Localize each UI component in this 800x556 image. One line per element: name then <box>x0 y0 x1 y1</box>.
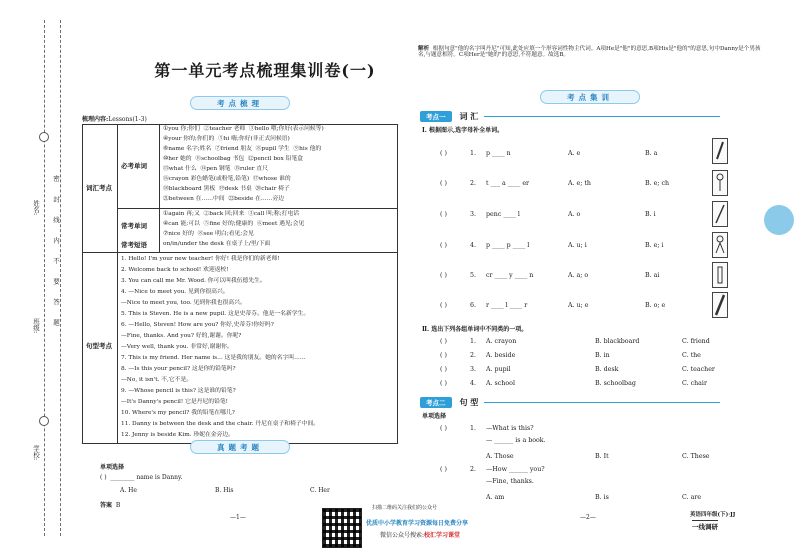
answer-paren[interactable]: ( ) <box>440 211 447 218</box>
question-line: —What is this? <box>486 425 534 432</box>
section-rule <box>484 116 720 117</box>
item-number: 1. <box>470 338 477 345</box>
option-b[interactable]: B. desk <box>595 366 619 373</box>
mc-label: 单项选择 <box>100 464 125 471</box>
category-required: 必考单词 <box>121 162 147 170</box>
required-row: ⑱blackboard 黑板 ⑲desk 书桌 ⑳chair 椅子 <box>163 186 290 192</box>
content-heading <box>82 114 147 123</box>
sentence: 5. This is Steven. He is a new pupil. 这是史蒂芬。他是一名新学生。 <box>121 311 310 317</box>
question-line: —Fine, thanks. <box>486 478 534 485</box>
phrases-row: on/in/under the desk 在桌子上/里/下面 <box>163 241 271 247</box>
answer-paren[interactable]: ( ) <box>440 366 447 373</box>
category-vocab: 词汇考点 <box>86 184 112 192</box>
punch-hole <box>39 416 49 426</box>
option-c[interactable]: C. the <box>682 352 701 359</box>
mc-option-c[interactable]: C. Her <box>310 487 330 494</box>
sentence: 8. —Is this your pencil? 这是你的铅笔吗? <box>121 366 236 372</box>
option-c[interactable]: C. are <box>682 494 702 501</box>
item-number: 4. <box>470 380 477 387</box>
qr-caption: 扫描二维码关注我们的公众号 <box>372 505 438 511</box>
crayon-picture <box>712 262 728 288</box>
sentence: 7. This is my friend. Her name is... 这是我的朋友。她的名字叫…… <box>121 355 306 361</box>
section-sentence-tag: 考点二 <box>420 397 452 408</box>
answer-value: B <box>115 502 121 509</box>
section-vocab-tag: 考点一 <box>420 111 452 122</box>
item-number: 3. <box>470 211 477 218</box>
blank-word: t ___ a ____ er <box>486 180 530 187</box>
answer-paren[interactable]: ( ) <box>100 474 107 481</box>
answer-paren[interactable]: ( ) <box>440 380 447 387</box>
option-a[interactable]: A. school <box>486 380 515 387</box>
option-a[interactable]: A. e; th <box>568 180 591 187</box>
content-value: Lessons(1-3) <box>108 116 147 123</box>
answer-paren[interactable]: ( ) <box>440 150 447 157</box>
required-row: ④your 你的;你们的 ⑤hi 嗨;你好(非正式问候语) <box>163 136 290 142</box>
option-b[interactable]: B. blackboard <box>595 338 640 345</box>
blank-word: p ____ n <box>486 150 511 157</box>
class-label: 班级: <box>32 318 40 334</box>
corner-stamp <box>764 205 794 235</box>
section-vocab-name: 词 汇 <box>459 110 479 121</box>
option-b[interactable]: B. in <box>595 352 610 359</box>
category-phrases: 常考短语 <box>121 241 147 249</box>
teacher-picture <box>712 170 728 196</box>
analysis-label: 解析 <box>418 46 430 52</box>
page-number-left: —1— <box>230 514 246 521</box>
sentence: 11. Danny is between the desk and the chair. 丹尼在桌子和椅子中间。 <box>121 421 320 427</box>
option-a[interactable]: A. o <box>568 211 581 218</box>
mc-title: 单项选择 <box>422 413 447 420</box>
table-divider <box>159 125 160 252</box>
option-b[interactable]: B. is <box>595 494 609 501</box>
option-a[interactable]: A. a; o <box>568 272 589 279</box>
section-sentence-name: 句 型 <box>459 396 479 407</box>
item-number: 2. <box>470 466 477 473</box>
answer-paren[interactable]: ( ) <box>440 302 447 309</box>
sentence: —No, it isn't. 不,它不是。 <box>121 377 193 383</box>
category-sentence: 句型考点 <box>86 342 112 350</box>
item-number: 4. <box>470 242 477 249</box>
option-b[interactable]: B. o; e <box>645 302 666 309</box>
page-title: 第一单元考点梳理集训卷(一) <box>154 61 376 80</box>
corner-brand: 一线调研 <box>692 520 718 531</box>
required-row: ⑩her 她的 ⑪schoolbag 书包 ⑫pencil box 铅笔盒 <box>163 156 304 162</box>
question-line: — ______ is a book. <box>486 437 546 444</box>
sentence: 10. Where's my pencil? 我的铅笔在哪儿? <box>121 410 235 416</box>
answer-paren[interactable]: ( ) <box>440 338 447 345</box>
banner-practice <box>540 90 640 104</box>
name-label: 姓名: <box>32 200 40 216</box>
banner-practice-text: 考点集训 <box>567 92 613 102</box>
banner-review <box>190 96 290 110</box>
qr-code[interactable] <box>322 508 362 548</box>
table-divider <box>117 125 118 443</box>
promo-account: 校汇学习课堂 <box>424 532 461 539</box>
review-table <box>82 124 398 444</box>
question-line: —How ______ you? <box>486 466 545 473</box>
item-number: 2. <box>470 352 477 359</box>
option-a[interactable]: A. beside <box>486 352 516 359</box>
option-b[interactable]: B. a <box>645 150 658 157</box>
mc-question-row <box>100 474 182 481</box>
pen-picture <box>712 138 728 164</box>
answer-row <box>100 500 120 509</box>
option-a[interactable]: A. pupil <box>486 366 511 373</box>
sentence: 1. Hello! I'm your new teacher! 你好! 我是你们的新老师! <box>121 256 280 262</box>
promo-line-1: 优质中小学教育学习资源每日免费分享 <box>366 520 469 527</box>
blank-word: cr ____ y ____ n <box>486 272 534 279</box>
seal-text: 密 封 线 内 不 要 答 题 <box>52 175 60 332</box>
option-c[interactable]: C. These <box>682 453 710 460</box>
banner-exam <box>190 440 290 454</box>
page-number-right: —2— <box>580 514 596 521</box>
option-a[interactable]: A. u; e <box>568 302 589 309</box>
sentence: 3. You can call me Mr. Wood. 你可以叫我伍德先生。 <box>121 278 266 284</box>
part2-title: Ⅱ. 选出下列各组单词中不同类的一项。 <box>422 326 528 333</box>
required-row: ㉑between 在……中间 ㉒beside 在……旁边 <box>163 196 285 202</box>
blank-word: penc ____ l <box>486 211 520 218</box>
blank-word: p ____ p ____ l <box>486 242 530 249</box>
banner-exam-text: 真题考题 <box>217 442 263 452</box>
sentence: 9. —Whose pencil is this? 这是谁的铅笔? <box>121 388 236 394</box>
item-number: 1. <box>470 425 477 432</box>
common-row: ⑦nice 好的 ⑧see 明白;看见;会见 <box>163 231 254 237</box>
option-b[interactable]: B. e; ch <box>645 180 670 187</box>
required-row: ⑬what 什么 ⑭pen 钢笔 ⑮ruler 直尺 <box>163 166 268 172</box>
item-number: 2. <box>470 180 477 187</box>
sentence: 4. —Nice to meet you. 见到你很高兴。 <box>121 289 229 295</box>
option-c[interactable]: C. chair <box>682 380 707 387</box>
mc-option-b[interactable]: B. His <box>215 487 234 494</box>
sentence: 6. —Hello, Steven! How are you? 你好,史蒂芬!你好吗? <box>121 322 274 328</box>
sentence: —Fine, thanks. And you? 好的,谢谢。你呢? <box>121 333 242 339</box>
punch-hole <box>39 132 49 142</box>
analysis <box>418 46 766 59</box>
binding-margin <box>0 0 80 556</box>
sentence: 2. Welcome back to school! 欢迎返校! <box>121 267 229 273</box>
section-rule <box>484 402 720 403</box>
option-b[interactable]: B. It <box>595 453 609 460</box>
answer-paren[interactable]: ( ) <box>440 272 447 279</box>
pencil-picture <box>712 201 728 227</box>
answer-paren[interactable]: ( ) <box>440 352 447 359</box>
item-number: 1. <box>470 150 477 157</box>
option-b[interactable]: B. e; i <box>645 242 664 249</box>
category-common: 常考单词 <box>121 222 147 230</box>
mc-option-a[interactable]: A. He <box>120 487 137 494</box>
seal-line <box>44 20 45 536</box>
school-label: 学校: <box>32 445 40 461</box>
answer-paren[interactable]: ( ) <box>440 242 447 249</box>
banner-review-text: 考点梳理 <box>217 98 263 108</box>
item-number: 5. <box>470 272 477 279</box>
answer-label: 答案 <box>100 502 113 509</box>
option-a[interactable]: A. Those <box>486 453 514 460</box>
section-vocab <box>420 110 720 122</box>
common-row: ④can 能;可以 ⑤fine 好的;健康的 ⑥meet 遇见;会见 <box>163 221 305 227</box>
blank-word: r ____ l ____ r <box>486 302 528 309</box>
required-row: ①you 你;你们 ②teacher 老师 ③hello 喂;你好(表示问候等) <box>163 126 324 132</box>
promo-line-2 <box>380 530 460 539</box>
pupil-picture <box>712 232 728 258</box>
required-row: ⑥name 名字;姓名 ⑦friend 朋友 ⑧pupil 学生 ⑨his 他的 <box>163 146 322 152</box>
ruler-picture <box>712 292 728 318</box>
sentence: 12. Jenny is beside Kim. 珍妮在金旁边。 <box>121 432 234 438</box>
option-a[interactable]: A. u; i <box>568 242 587 249</box>
part1-title: Ⅰ. 根据图示,选字母补全单词。 <box>422 127 504 134</box>
option-b[interactable]: B. i <box>645 211 656 218</box>
promo-prefix: 微信公众号搜索: <box>380 532 425 539</box>
analysis-text: 根据句意"他的名字叫丹尼"可知,此处应填一个形容词性物主代词。A项He是"他"的意思,B项His是"他的"的意思,句中Danny是个男孩名,与题意相符。C项Her是"她的"的意思,不符题意。故选B。 <box>418 46 761 59</box>
required-row: ⑯crayon 彩色蜡笔(或粉笔,铅笔) ⑰whose 谁的 <box>163 176 291 182</box>
section-sentence <box>420 396 720 408</box>
content-label: 梳理内容: <box>82 116 109 123</box>
sentence: —Very well, thank you. 非常好,谢谢你。 <box>121 344 233 350</box>
option-b[interactable]: B. ai <box>645 272 660 279</box>
table-divider <box>83 252 397 253</box>
mc-question: ________ name is Danny. <box>110 474 183 481</box>
option-a[interactable]: A. e <box>568 150 581 157</box>
sentence: —It's Danny's pencil! 它是丹尼的铅笔! <box>121 399 228 405</box>
answer-paren[interactable]: ( ) <box>440 425 447 432</box>
option-a[interactable]: A. am <box>486 494 505 501</box>
option-c[interactable]: C. friend <box>682 338 710 345</box>
item-number: 6. <box>470 302 477 309</box>
common-row: ①again 再;又 ②back 回;回来 ③call 叫;称;打电话 <box>163 211 300 217</box>
answer-paren[interactable]: ( ) <box>440 466 447 473</box>
option-b[interactable]: B. schoolbag <box>595 380 636 387</box>
sentence: —Nice to meet you, too. 见到你我也很高兴。 <box>121 300 246 306</box>
option-c[interactable]: C. teacher <box>682 366 715 373</box>
corner-label: 英语四年级(下)·JJ <box>690 512 736 518</box>
option-a[interactable]: A. crayon <box>486 338 517 345</box>
item-number: 3. <box>470 366 477 373</box>
answer-paren[interactable]: ( ) <box>440 180 447 187</box>
